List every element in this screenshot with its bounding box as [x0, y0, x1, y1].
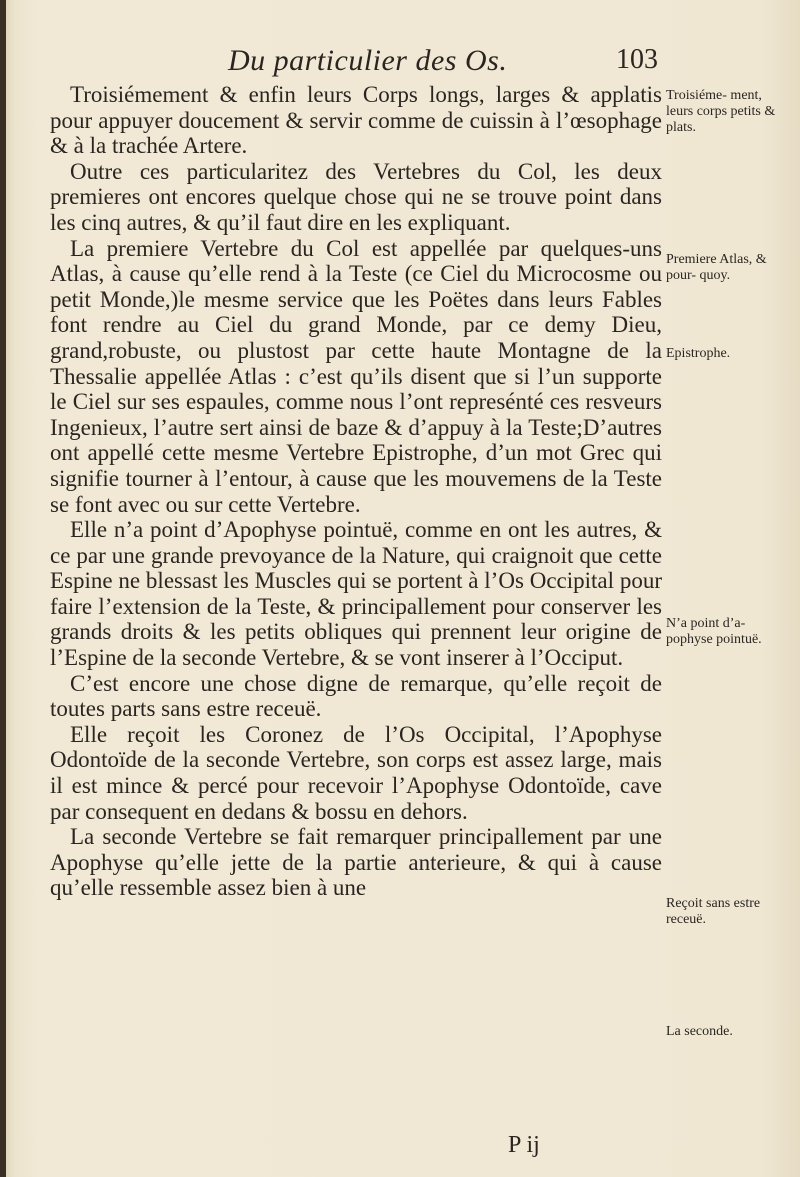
main-text — [50, 82, 662, 901]
paragraph: La premiere Vertebre du Col est appellée par quelques-uns Atlas, à cause qu’elle rend à la Teste (ce Ciel du Microcosme ou petit Monde,)le mesme service que les Poëtes dans leurs Fables font rendre au Ciel du grand Monde, par ce demy Dieu, grand,robuste, ou plustost par cette haute Montagne de la Thessalie appellée Atlas : c’est qu’ils disent que si l’un supporte le Ciel sur ses espaules, comme nous l’ont represénté ces resveurs Ingenieux, l’autre sert ainsi de baze & d’appuy à la Teste;D’autres ont appellé cette mesme Vertebre Epistrophe, d’un mot Grec qui signifie tourner à l’entour, à cause que les mouvemens de la Teste se font avec ou sur cette Vertebre. — [50, 235, 662, 517]
margin-note: La seconde. — [666, 1024, 733, 1039]
paragraph: C’est encore une chose digne de remarque, qu’elle reçoit de toutes parts sans estre receuë. — [50, 670, 662, 722]
paragraph: La seconde Vertebre se fait remarquer principallement par une Apophyse qu’elle jette de la partie anterieure, & qui à cause qu’elle ressemble assez bien à une — [50, 824, 662, 901]
signature-mark: P ij — [508, 1132, 540, 1158]
paragraph: Outre ces particularitez des Vertebres du Col, les deux premieres ont encores quelque chose qui ne se trouve point dans les cinq autres, & qu’il faut dire en les expliquant. — [50, 158, 662, 235]
margin-note: Troisiéme- ment, leurs corps petits & plats. — [666, 88, 776, 135]
paragraph: Elle reçoit les Coronez de l’Os Occipital, l’Apophyse Odontoïde de la seconde Vertebre, son corps est assez large, mais il est mince & percé pour recevoir l’Apophyse Odontoïde, cave par consequent en dedans & bossu en dehors. — [50, 721, 662, 824]
running-title: Du particulier des Os. — [228, 44, 508, 77]
margin-note: Epistrophe. — [666, 346, 731, 361]
margin-note: Premiere Atlas, & pour- quoy. — [666, 252, 767, 283]
page-header — [228, 44, 668, 84]
margin-note: Reçoit sans estre receuë. — [666, 896, 761, 927]
paragraph: Elle n’a point d’Apophyse pointuë, comme en ont les autres, & ce par une grande prevoyance de la Nature, qui craignoit que cette Espine ne blessast les Muscles qui se portent à l’Os Occipital pour faire l’extension de la Teste, & principallement pour conserver les grands droits & les petits obliques qui prennent leur origine de l’Espine de la seconde Vertebre, & se vont inserer à l’Occiput. — [50, 517, 662, 671]
book-spine-edge — [0, 0, 6, 1177]
paragraph: Troisiémement & enfin leurs Corps longs, larges & applatis pour appuyer doucement & servir comme de cuissin à l’œsophage & à la trachée Artere. — [50, 82, 662, 159]
page-number: 103 — [616, 44, 658, 75]
margin-note: N’a point d’a- pophyse pointuë. — [666, 616, 762, 647]
